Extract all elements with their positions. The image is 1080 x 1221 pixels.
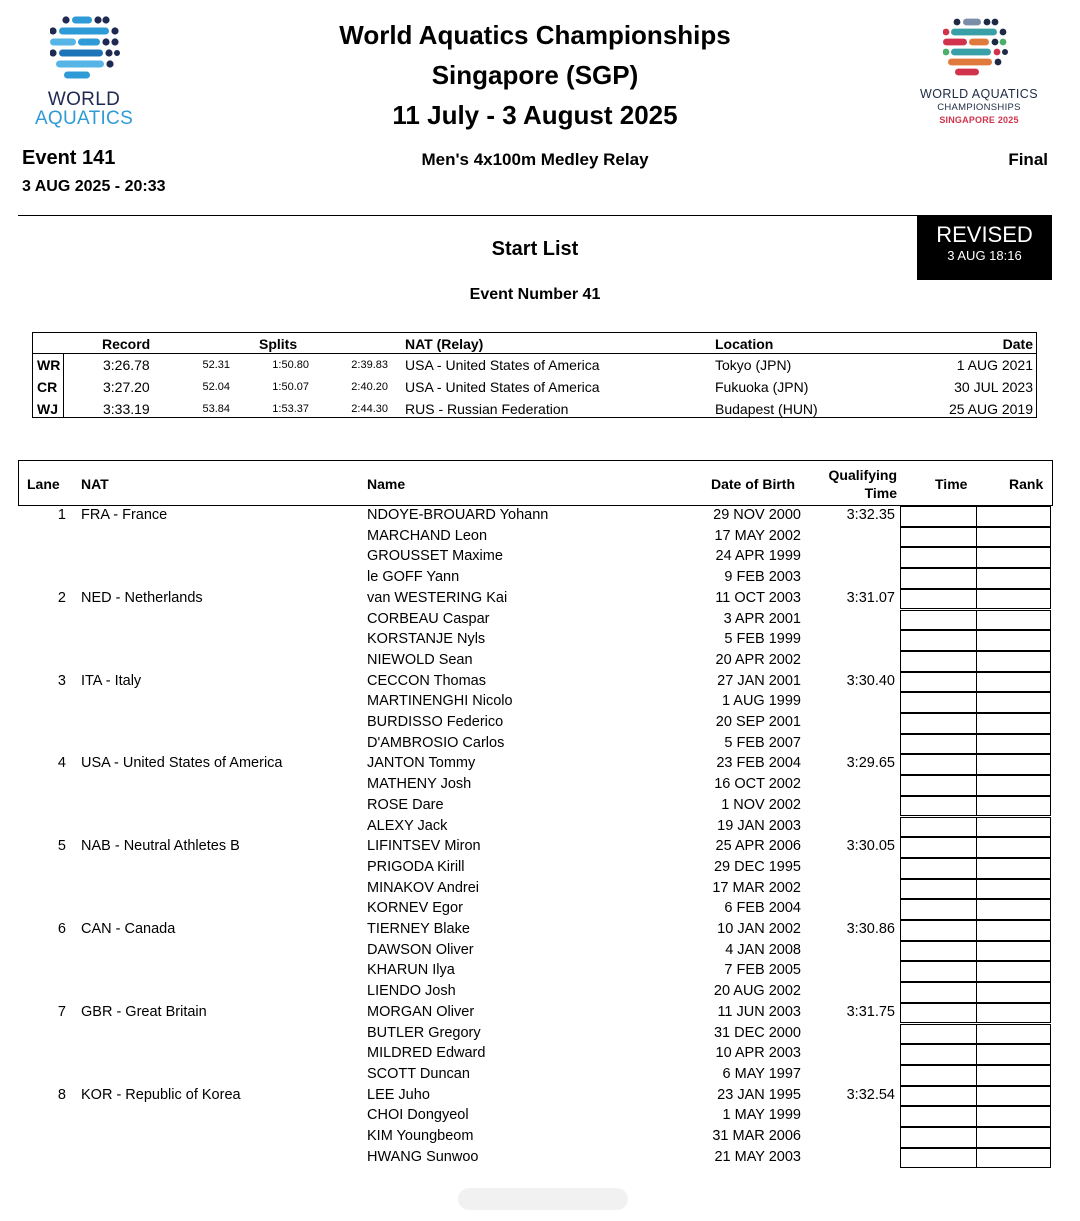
qualifying-time-cell: 3:30.40 (846, 672, 895, 689)
time-entry-box (900, 734, 977, 755)
time-entry-box (900, 754, 977, 775)
table-row (0, 796, 1080, 817)
time-entry-box (900, 630, 977, 651)
nat-cell: USA - United States of America (81, 755, 283, 772)
name-cell: TIERNEY Blake (367, 921, 470, 937)
lane-cell: 8 (57, 1086, 66, 1103)
record-time: 3:33.19 (103, 401, 150, 417)
page-title: World Aquatics Championships (339, 20, 731, 50)
time-entry-box (900, 568, 977, 589)
rank-entry-box (976, 775, 1051, 796)
dob-cell: 4 JAN 2008 (725, 941, 801, 958)
table-row (0, 1086, 1080, 1107)
name-cell: HWANG Sunwoo (367, 1148, 479, 1165)
table-row (0, 527, 1080, 548)
header-rank: Rank (1009, 476, 1044, 492)
name-cell: CHOI Dongyeol (367, 1107, 469, 1124)
record-time: 3:27.20 (103, 379, 150, 395)
table-row (0, 837, 1080, 858)
name-cell: GROUSSET Maxime (367, 548, 503, 565)
dob-cell: 20 AUG 2002 (713, 983, 801, 1000)
table-row (0, 920, 1080, 941)
name-cell: le GOFF Yann (367, 569, 460, 586)
time-entry-box (900, 920, 977, 941)
qualifying-time-cell: 3:30.86 (846, 921, 895, 937)
name-cell: BUTLER Gregory (367, 1024, 481, 1041)
name-cell: BURDISSO Federico (367, 714, 504, 730)
rank-entry-box (976, 630, 1051, 651)
rank-entry-box (976, 1148, 1051, 1169)
record-type: WR (37, 357, 61, 373)
table-row (0, 734, 1080, 755)
wa-logo-line2: AQUATICS (34, 108, 134, 129)
name-cell: PRIGODA Kirill (367, 858, 465, 875)
time-entry-box (900, 672, 977, 693)
time-entry-box (900, 775, 977, 796)
nat-cell: CAN - Canada (81, 921, 176, 937)
name-cell: MORGAN Oliver (367, 1003, 475, 1020)
time-entry-box (900, 837, 977, 858)
record-type: CR (37, 379, 58, 395)
name-cell: LEE Juho (367, 1086, 430, 1103)
time-entry-box (900, 713, 977, 734)
rank-entry-box (976, 1044, 1051, 1065)
dob-cell: 23 FEB 2004 (716, 755, 801, 772)
dob-cell: 20 APR 2002 (715, 651, 801, 668)
records-table (32, 332, 1037, 418)
record-split-2: 1:50.80 (272, 359, 309, 371)
name-cell: MINAKOV Andrei (367, 879, 480, 896)
lane-cell: 2 (57, 589, 66, 606)
records-header-record: Record (102, 336, 151, 352)
rank-entry-box (976, 692, 1051, 713)
record-date: 1 AUG 2021 (956, 357, 1033, 373)
watermark (458, 1188, 628, 1210)
dob-cell: 3 APR 2001 (723, 610, 801, 627)
table-row (0, 672, 1080, 693)
name-cell: LIENDO Josh (367, 983, 456, 1000)
time-entry-box (900, 1106, 977, 1127)
records-header-location: Location (715, 336, 774, 352)
nat-cell: FRA - France (81, 507, 168, 523)
event-number-subtitle: Event Number 41 (469, 286, 601, 303)
rank-entry-box (976, 1065, 1051, 1086)
rank-entry-box (976, 920, 1051, 941)
name-cell: KHARUN Ilya (367, 962, 455, 979)
name-cell: JANTON Tommy (367, 755, 476, 772)
dob-cell: 9 FEB 2003 (724, 569, 801, 586)
rank-entry-box (976, 651, 1051, 672)
revised-label: REVISED (936, 222, 1033, 247)
header-qualifying-time: Time (864, 485, 897, 501)
time-entry-box (900, 1003, 977, 1024)
dob-cell: 17 MAY 2002 (714, 527, 801, 544)
rank-entry-box (976, 817, 1051, 838)
lane-cell: 1 (57, 507, 66, 523)
qualifying-time-cell: 3:29.65 (846, 755, 895, 772)
time-entry-box (900, 1127, 977, 1148)
name-cell: SCOTT Duncan (367, 1065, 470, 1082)
dob-cell: 7 FEB 2005 (724, 962, 801, 979)
page-title-dates: 11 July - 3 August 2025 (392, 100, 678, 130)
header-dob: Date of Birth (711, 476, 795, 492)
champ-logo-line1: WORLD AQUATICS (920, 87, 1038, 101)
time-entry-box (900, 506, 977, 527)
time-entry-box (900, 610, 977, 631)
time-entry-box (900, 941, 977, 962)
record-nat: USA - United States of America (405, 357, 600, 373)
dob-cell: 31 MAR 2006 (712, 1128, 801, 1144)
record-split-2: 1:53.37 (272, 403, 309, 415)
rank-entry-box (976, 1127, 1051, 1148)
record-split-1: 52.04 (202, 381, 230, 393)
rank-entry-box (976, 1106, 1051, 1127)
rank-entry-box (976, 1086, 1051, 1107)
name-cell: D'AMBROSIO Carlos (367, 734, 505, 751)
table-row (0, 589, 1080, 610)
nat-cell: NED - Netherlands (81, 589, 203, 606)
lane-cell: 7 (57, 1003, 66, 1020)
revised-datetime: 3 AUG 18:16 (947, 248, 1022, 263)
table-row (0, 1024, 1080, 1045)
qualifying-time-cell: 3:32.35 (846, 507, 895, 523)
revised-badge (917, 215, 1052, 280)
table-row (0, 1148, 1080, 1169)
rank-entry-box (976, 879, 1051, 900)
time-entry-box (900, 982, 977, 1003)
time-entry-box (900, 651, 977, 672)
dob-cell: 20 SEP 2001 (715, 714, 801, 730)
lane-cell: 4 (57, 755, 66, 772)
time-entry-box (900, 817, 977, 838)
table-row (0, 817, 1080, 838)
rank-entry-box (976, 734, 1051, 755)
rank-entry-box (976, 1003, 1051, 1024)
time-entry-box (900, 858, 977, 879)
name-cell: NDOYE-BROUARD Yohann (367, 507, 549, 523)
table-row (0, 651, 1080, 672)
dob-cell: 10 APR 2003 (715, 1045, 801, 1062)
dob-cell: 21 MAY 2003 (714, 1148, 801, 1165)
nat-cell: GBR - Great Britain (81, 1003, 207, 1020)
lane-cell: 5 (57, 838, 66, 855)
name-cell: NIEWOLD Sean (367, 651, 473, 668)
dob-cell: 5 FEB 2007 (724, 734, 801, 751)
nat-cell: NAB - Neutral Athletes B (81, 838, 240, 855)
record-location: Tokyo (JPN) (715, 357, 792, 373)
world-aquatics-logo (22, 14, 146, 129)
rank-entry-box (976, 568, 1051, 589)
rank-entry-box (976, 941, 1051, 962)
record-date: 25 AUG 2019 (948, 401, 1033, 417)
table-row (0, 754, 1080, 775)
records-header-splits: Splits (259, 336, 298, 352)
dob-cell: 23 JAN 1995 (717, 1086, 801, 1103)
table-row (0, 1065, 1080, 1086)
rank-entry-box (976, 961, 1051, 982)
rank-entry-box (976, 547, 1051, 568)
header-time: Time (935, 476, 968, 492)
table-row (0, 941, 1080, 962)
record-split-2: 1:50.07 (272, 381, 309, 393)
event-number: Event 141 (22, 147, 116, 169)
table-row (0, 610, 1080, 631)
table-row (0, 1003, 1080, 1024)
championships-logo (905, 18, 1053, 130)
dob-cell: 1 NOV 2002 (721, 796, 801, 813)
record-split-3: 2:44.30 (351, 403, 388, 415)
record-location: Budapest (HUN) (715, 401, 818, 417)
table-row (0, 692, 1080, 713)
record-time: 3:26.78 (103, 357, 150, 373)
records-type-divider (63, 353, 64, 418)
time-entry-box (900, 961, 977, 982)
records-header-date: Date (1002, 336, 1033, 352)
rank-entry-box (976, 982, 1051, 1003)
dob-cell: 16 OCT 2002 (714, 776, 801, 793)
dob-cell: 1 MAY 1999 (722, 1107, 801, 1124)
name-cell: MARTINENGHI Nicolo (367, 693, 513, 710)
qualifying-time-cell: 3:31.75 (846, 1003, 895, 1020)
record-type: WJ (37, 401, 58, 417)
rank-entry-box (976, 589, 1051, 610)
name-cell: KORNEV Egor (367, 900, 463, 917)
name-cell: ROSE Dare (367, 796, 444, 813)
dob-cell: 6 FEB 2004 (724, 900, 801, 917)
table-row (0, 1106, 1080, 1127)
table-row (0, 858, 1080, 879)
table-row (0, 775, 1080, 796)
rank-entry-box (976, 837, 1051, 858)
time-entry-box (900, 527, 977, 548)
dob-cell: 10 JAN 2002 (717, 921, 801, 937)
name-cell: MILDRED Edward (367, 1045, 486, 1062)
start-list-header (18, 460, 1053, 506)
record-split-3: 2:40.20 (351, 381, 388, 393)
world-aquatics-dots-icon (50, 16, 120, 80)
name-cell: MARCHAND Leon (367, 527, 488, 544)
name-cell: ALEXY Jack (367, 817, 448, 834)
time-entry-box (900, 899, 977, 920)
time-entry-box (900, 589, 977, 610)
table-row (0, 879, 1080, 900)
name-cell: CECCON Thomas (367, 672, 486, 689)
record-split-3: 2:39.83 (351, 359, 388, 371)
dob-cell: 29 DEC 1995 (713, 858, 801, 875)
name-cell: KORSTANJE Nyls (367, 631, 486, 648)
table-row (0, 899, 1080, 920)
time-entry-box (900, 1065, 977, 1086)
dob-cell: 31 DEC 2000 (713, 1024, 801, 1041)
nat-cell: KOR - Republic of Korea (81, 1086, 241, 1103)
qualifying-time-cell: 3:32.54 (846, 1086, 895, 1103)
record-nat: RUS - Russian Federation (405, 401, 569, 417)
rank-entry-box (976, 672, 1051, 693)
header-lane: Lane (27, 476, 60, 492)
rank-entry-box (976, 796, 1051, 817)
event-name: Men's 4x100m Medley Relay (421, 150, 649, 169)
qualifying-time-cell: 3:31.07 (846, 589, 895, 606)
rank-entry-box (976, 899, 1051, 920)
record-split-1: 53.84 (202, 403, 230, 415)
record-location: Fukuoka (JPN) (715, 379, 809, 395)
name-cell: DAWSON Oliver (367, 941, 474, 958)
dob-cell: 27 JAN 2001 (717, 672, 801, 689)
header-qualifying: Qualifying (828, 467, 897, 483)
record-nat: USA - United States of America (405, 379, 600, 395)
champ-logo-line2: CHAMPIONSHIPS (937, 102, 1021, 113)
event-phase: Final (1008, 150, 1048, 169)
record-split-1: 52.31 (202, 359, 230, 371)
time-entry-box (900, 1024, 977, 1045)
dob-cell: 1 AUG 1999 (722, 693, 801, 710)
name-cell: van WESTERING Kai (367, 589, 508, 606)
table-row (0, 1044, 1080, 1065)
dob-cell: 5 FEB 1999 (724, 631, 801, 648)
rank-entry-box (976, 610, 1051, 631)
time-entry-box (900, 1044, 977, 1065)
time-entry-box (900, 796, 977, 817)
record-date: 30 JUL 2023 (954, 379, 1033, 395)
table-row (0, 982, 1080, 1003)
dob-cell: 29 NOV 2000 (713, 507, 801, 523)
document-type: Start List (491, 238, 579, 260)
wa-logo-line1: WORLD (47, 89, 121, 110)
dob-cell: 11 JUN 2003 (717, 1003, 801, 1020)
records-header-divider (33, 353, 1036, 354)
rank-entry-box (976, 858, 1051, 879)
table-row (0, 568, 1080, 589)
table-row (0, 961, 1080, 982)
rank-entry-box (976, 527, 1051, 548)
table-row (0, 713, 1080, 734)
qualifying-time-cell: 3:30.05 (846, 838, 895, 855)
dob-cell: 11 OCT 2003 (715, 589, 801, 606)
time-entry-box (900, 879, 977, 900)
dob-cell: 24 APR 1999 (715, 548, 801, 565)
table-row (0, 630, 1080, 651)
time-entry-box (900, 692, 977, 713)
name-cell: LIFINTSEV Miron (367, 838, 481, 855)
time-entry-box (900, 547, 977, 568)
header-name: Name (367, 476, 406, 492)
table-row (0, 1127, 1080, 1148)
name-cell: CORBEAU Caspar (367, 610, 490, 627)
lane-cell: 6 (57, 921, 66, 937)
name-cell: KIM Youngbeom (367, 1128, 474, 1144)
name-cell: MATHENY Josh (367, 776, 472, 793)
rank-entry-box (976, 1024, 1051, 1045)
header-nat: NAT (81, 476, 109, 492)
nat-cell: ITA - Italy (81, 672, 142, 689)
rank-entry-box (976, 754, 1051, 775)
event-datetime: 3 AUG 2025 - 20:33 (22, 178, 166, 195)
rank-entry-box (976, 713, 1051, 734)
time-entry-box (900, 1086, 977, 1107)
rank-entry-box (976, 506, 1051, 527)
lane-cell: 3 (57, 672, 66, 689)
championships-dots-icon (943, 18, 1015, 78)
dob-cell: 17 MAR 2002 (712, 879, 801, 896)
champ-logo-line3: SINGAPORE 2025 (939, 115, 1019, 125)
dob-cell: 19 JAN 2003 (717, 817, 801, 834)
dob-cell: 6 MAY 1997 (722, 1065, 801, 1082)
time-entry-box (900, 1148, 977, 1169)
records-header-nat: NAT (Relay) (405, 336, 484, 352)
dob-cell: 25 APR 2006 (715, 838, 801, 855)
header-divider (18, 215, 918, 216)
table-row (0, 547, 1080, 568)
table-row (0, 506, 1080, 527)
page-title-location: Singapore (SGP) (431, 60, 639, 90)
